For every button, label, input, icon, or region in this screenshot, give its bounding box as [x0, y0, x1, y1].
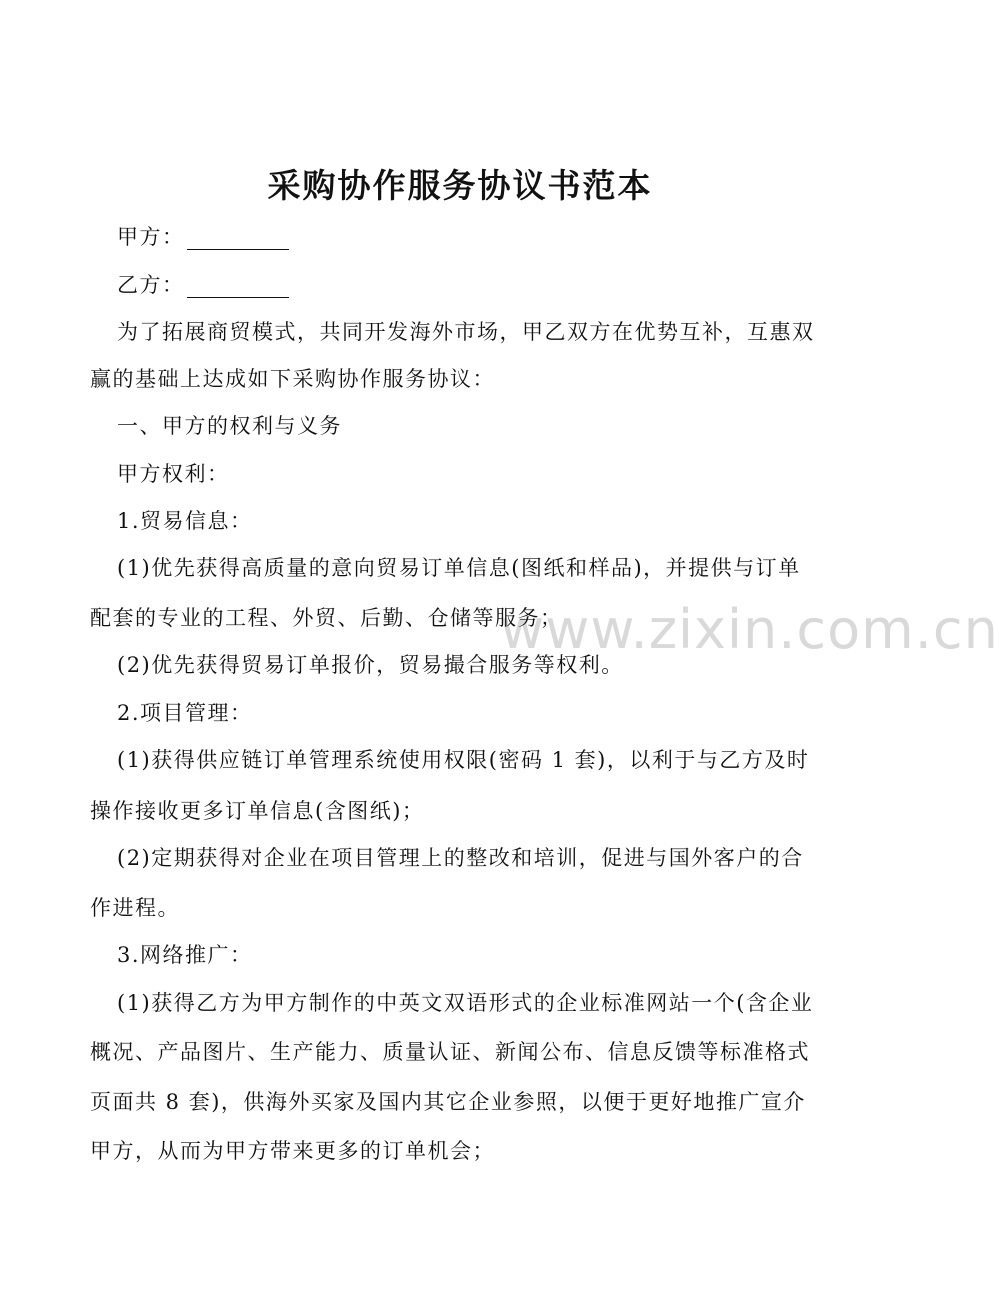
paragraph-line: 赢的基础上达成如下采购协作服务协议： [90, 367, 495, 391]
paragraph-line: 为了拓展商贸模式，共同开发海外市场，甲乙双方在优势互补，互惠双 [117, 320, 815, 344]
paragraph-line: (1)优先获得高质量的意向贸易订单信息(图纸和样品)，并提供与订单 [117, 556, 801, 580]
paragraph-line: (2)优先获得贸易订单报价，贸易撮合服务等权利。 [117, 653, 624, 677]
paragraph-line: 甲方，从而为甲方带来更多的订单机会； [90, 1139, 495, 1163]
paragraph-line: 页面共 8 套)，供海外买家及国内其它企业参照，以便于更好地推广宣介 [90, 1090, 806, 1114]
section-heading: 一、甲方的权利与义务 [117, 414, 342, 438]
item-heading: 1.贸易信息： [117, 509, 253, 533]
watermark: www.zixin.com.cn [500, 598, 999, 661]
item-heading: 3.网络推广： [117, 943, 253, 967]
party-a-line [117, 222, 863, 252]
paragraph-line: 操作接收更多订单信息(含图纸)； [90, 799, 425, 823]
subsection-heading: 甲方权利： [117, 462, 230, 486]
party-a-blank [187, 227, 289, 250]
item-heading: 2.项目管理： [117, 701, 253, 725]
paragraph-line: (1)获得乙方为甲方制作的中英文双语形式的企业标准网站一个(含企业 [117, 991, 814, 1015]
paragraph-line: (1)获得供应链订单管理系统使用权限(密码 1 套)，以利于与乙方及时 [117, 748, 810, 772]
party-b-label: 乙方： [117, 273, 185, 297]
paragraph-line: (2)定期获得对企业在项目管理上的整改和培训，促进与国外客户的合 [117, 846, 804, 870]
paragraph-line: 作进程。 [90, 896, 180, 920]
paragraph-line: 配套的专业的工程、外贸、后勤、仓储等服务； [90, 606, 563, 630]
party-b-blank [187, 275, 289, 298]
paragraph-line: 概况、产品图片、生产能力、质量认证、新闻公布、信息反馈等标准格式 [90, 1040, 810, 1064]
party-a-label: 甲方： [117, 225, 185, 249]
party-b-line [117, 270, 863, 300]
document-title: 采购协作服务协议书范本 [267, 166, 653, 205]
